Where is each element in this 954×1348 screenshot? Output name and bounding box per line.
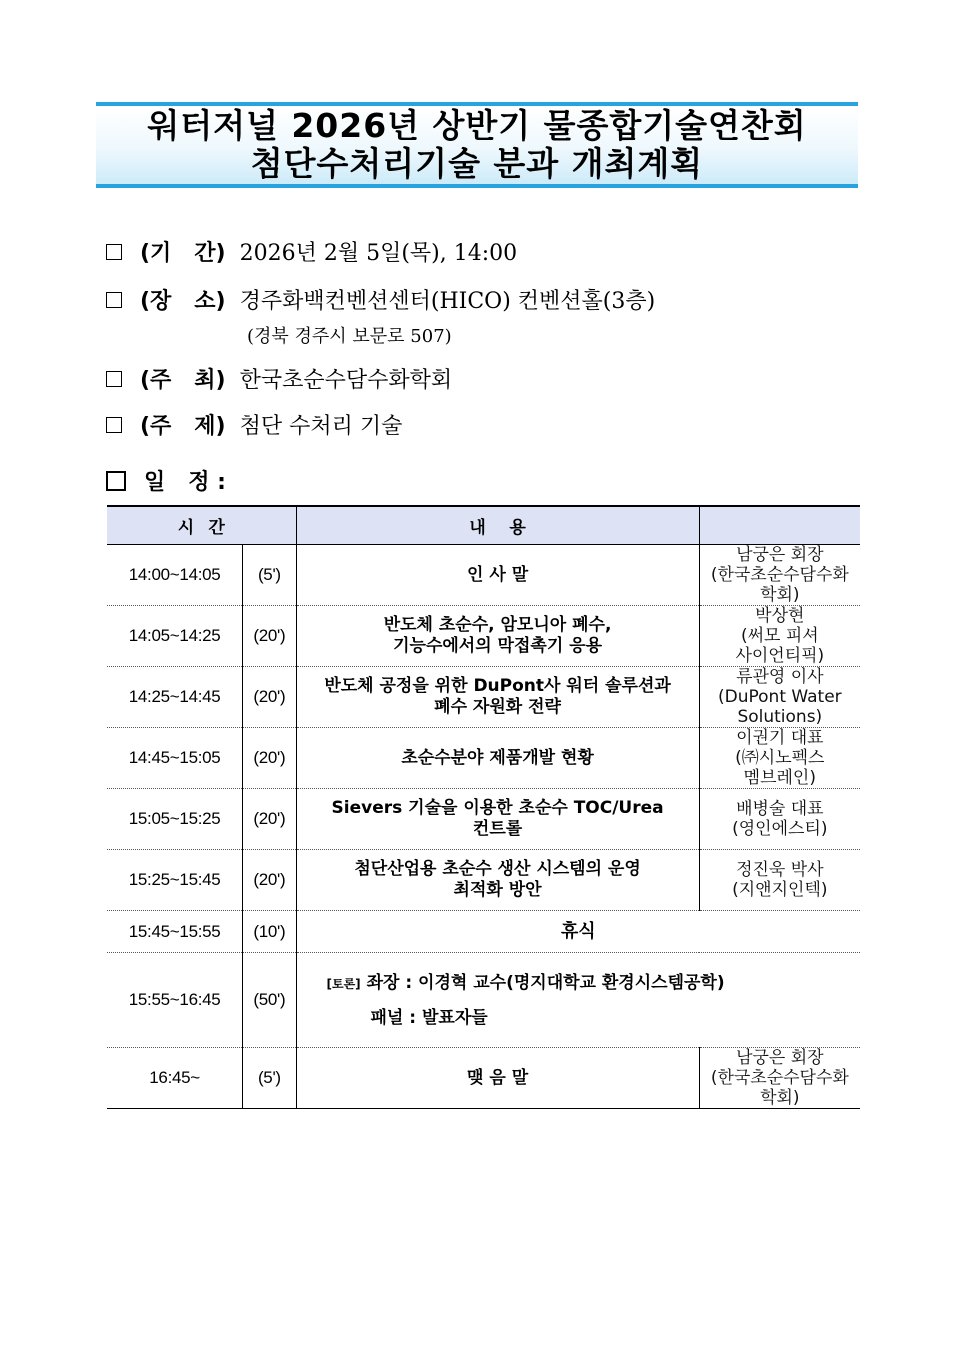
content-cell [296, 667, 699, 728]
info-value: 2026년 2월 5일(목), 14:00 [239, 241, 518, 266]
content-line: 휴식 [560, 921, 596, 942]
speaker-line: (써모 피셔 [740, 626, 819, 646]
time-cell: 14:00~14:05 [107, 545, 243, 606]
speaker-line: 학회) [760, 585, 800, 605]
info-label: (주 최) [140, 368, 226, 393]
speaker-cell [699, 606, 860, 667]
duration-cell: (50') [243, 953, 296, 1048]
speaker-line: (지앤지인텍) [732, 880, 828, 900]
content-line: 초순수분야 제품개발 현황 [401, 747, 594, 768]
table-row [107, 789, 860, 850]
duration-cell: (20') [243, 789, 296, 850]
table-row [107, 667, 860, 728]
title-banner [96, 102, 858, 188]
duration-cell: (20') [243, 850, 296, 911]
schedule-heading [106, 465, 226, 496]
duration-cell: (20') [243, 667, 296, 728]
checkbox-icon [106, 471, 126, 491]
table-row [107, 1048, 860, 1109]
speaker-line: (한국초순수담수화 [710, 1068, 849, 1088]
time-cell: 14:45~15:05 [107, 728, 243, 789]
speaker-cell [699, 667, 860, 728]
content-line: 맺 음 말 [467, 1067, 529, 1088]
content-line: 인 사 말 [467, 564, 529, 585]
info-label: (장 소) [140, 289, 226, 314]
duration-cell: (5') [243, 1048, 296, 1109]
time-cell: 16:45~ [107, 1048, 243, 1109]
duration-cell: (5') [243, 545, 296, 606]
time-cell: 15:05~15:25 [107, 789, 243, 850]
speaker-line: 류관영 이사 [736, 667, 824, 687]
speaker-cell [699, 789, 860, 850]
discussion-tag: [토론] [326, 976, 361, 991]
table-row [107, 850, 860, 911]
content-cell [296, 606, 699, 667]
speaker-cell [699, 728, 860, 789]
info-period [106, 236, 517, 267]
duration-cell: (10') [243, 911, 296, 953]
table-row [107, 728, 860, 789]
header-speaker [699, 506, 860, 545]
speaker-line: (한국초순수담수화 [710, 565, 849, 585]
time-cell: 15:25~15:45 [107, 850, 243, 911]
speaker-line: 박상현 [755, 606, 805, 626]
content-line: 반도체 초순수, 암모니아 폐수, [383, 615, 612, 635]
title-line-1: 워터저널 2026년 상반기 물종합기술연찬회 [147, 106, 807, 145]
discussion-chair-line [327, 966, 861, 1001]
speaker-line: 정진욱 박사 [736, 860, 824, 880]
checkbox-icon [106, 417, 122, 433]
content-line: 최적화 방안 [453, 880, 542, 900]
table-row [107, 606, 860, 667]
duration-cell: (20') [243, 728, 296, 789]
time-cell: 14:25~14:45 [107, 667, 243, 728]
speaker-line: 사이언티픽) [735, 646, 825, 666]
info-label: (주 제) [140, 414, 226, 439]
speaker-cell [699, 545, 860, 606]
schedule-label: 일 정 : [144, 470, 226, 495]
content-line: 폐수 자원화 전략 [434, 697, 561, 717]
time-cell: 14:05~14:25 [107, 606, 243, 667]
header-time: 시 간 [107, 506, 296, 545]
content-cell [296, 850, 699, 911]
header-content: 내 용 [296, 506, 699, 545]
content-cell [296, 789, 699, 850]
speaker-line: 이권기 대표 [736, 728, 824, 748]
break-cell [296, 911, 860, 953]
speaker-line: 멤브레인) [743, 768, 816, 788]
speaker-cell [699, 850, 860, 911]
content-line: 반도체 공정을 위한 DuPont사 워터 솔루션과 [324, 676, 671, 696]
duration-cell: (20') [243, 606, 296, 667]
discussion-chair: 좌장 : 이경혁 교수(명지대학교 환경시스템공학) [366, 972, 725, 993]
speaker-cell [699, 1048, 860, 1109]
title-line-2: 첨단수처리기술 분과 개최계획 [250, 144, 704, 183]
table-header-row [107, 506, 860, 545]
checkbox-icon [106, 371, 122, 387]
table-row [107, 545, 860, 606]
speaker-line: 남궁은 회장 [736, 545, 824, 565]
info-venue [106, 284, 655, 315]
info-value: 경주화백컨벤션센터(HICO) 컨벤션홀(3층) [239, 289, 656, 314]
discussion-panel: 패널 : 발표자들 [370, 1007, 488, 1028]
content-cell [296, 728, 699, 789]
speaker-line: (DuPont Water [718, 687, 842, 707]
info-label: (기 간) [140, 241, 226, 266]
discussion-cell [296, 953, 860, 1048]
content-line: 기능수에서의 막접촉기 응용 [393, 636, 603, 656]
content-line: 컨트롤 [472, 819, 523, 839]
content-cell [296, 545, 699, 606]
schedule-table [107, 505, 860, 1109]
table-row [107, 953, 860, 1048]
info-value: 첨단 수처리 기술 [239, 414, 403, 439]
content-line: 첨단산업용 초순수 생산 시스템의 운영 [354, 859, 641, 879]
time-cell: 15:55~16:45 [107, 953, 243, 1048]
speaker-line: (㈜시노펙스 [735, 748, 825, 768]
speaker-line: Solutions) [737, 707, 823, 727]
info-theme [106, 409, 402, 440]
content-cell [296, 1048, 699, 1109]
speaker-line: 배병술 대표 [736, 799, 824, 819]
speaker-line: (영인에스티) [732, 819, 828, 839]
content-line: Sievers 기술을 이용한 초순수 TOC/Urea [331, 798, 664, 818]
checkbox-icon [106, 292, 122, 308]
venue-address: (경북 경주시 보문로 507) [247, 326, 452, 347]
table-row [107, 911, 860, 953]
info-host [106, 363, 452, 394]
checkbox-icon [106, 244, 122, 260]
speaker-line: 학회) [760, 1088, 800, 1108]
info-value: 한국초순수담수화학회 [239, 368, 453, 393]
time-cell: 15:45~15:55 [107, 911, 243, 953]
speaker-line: 남궁은 회장 [736, 1048, 824, 1068]
